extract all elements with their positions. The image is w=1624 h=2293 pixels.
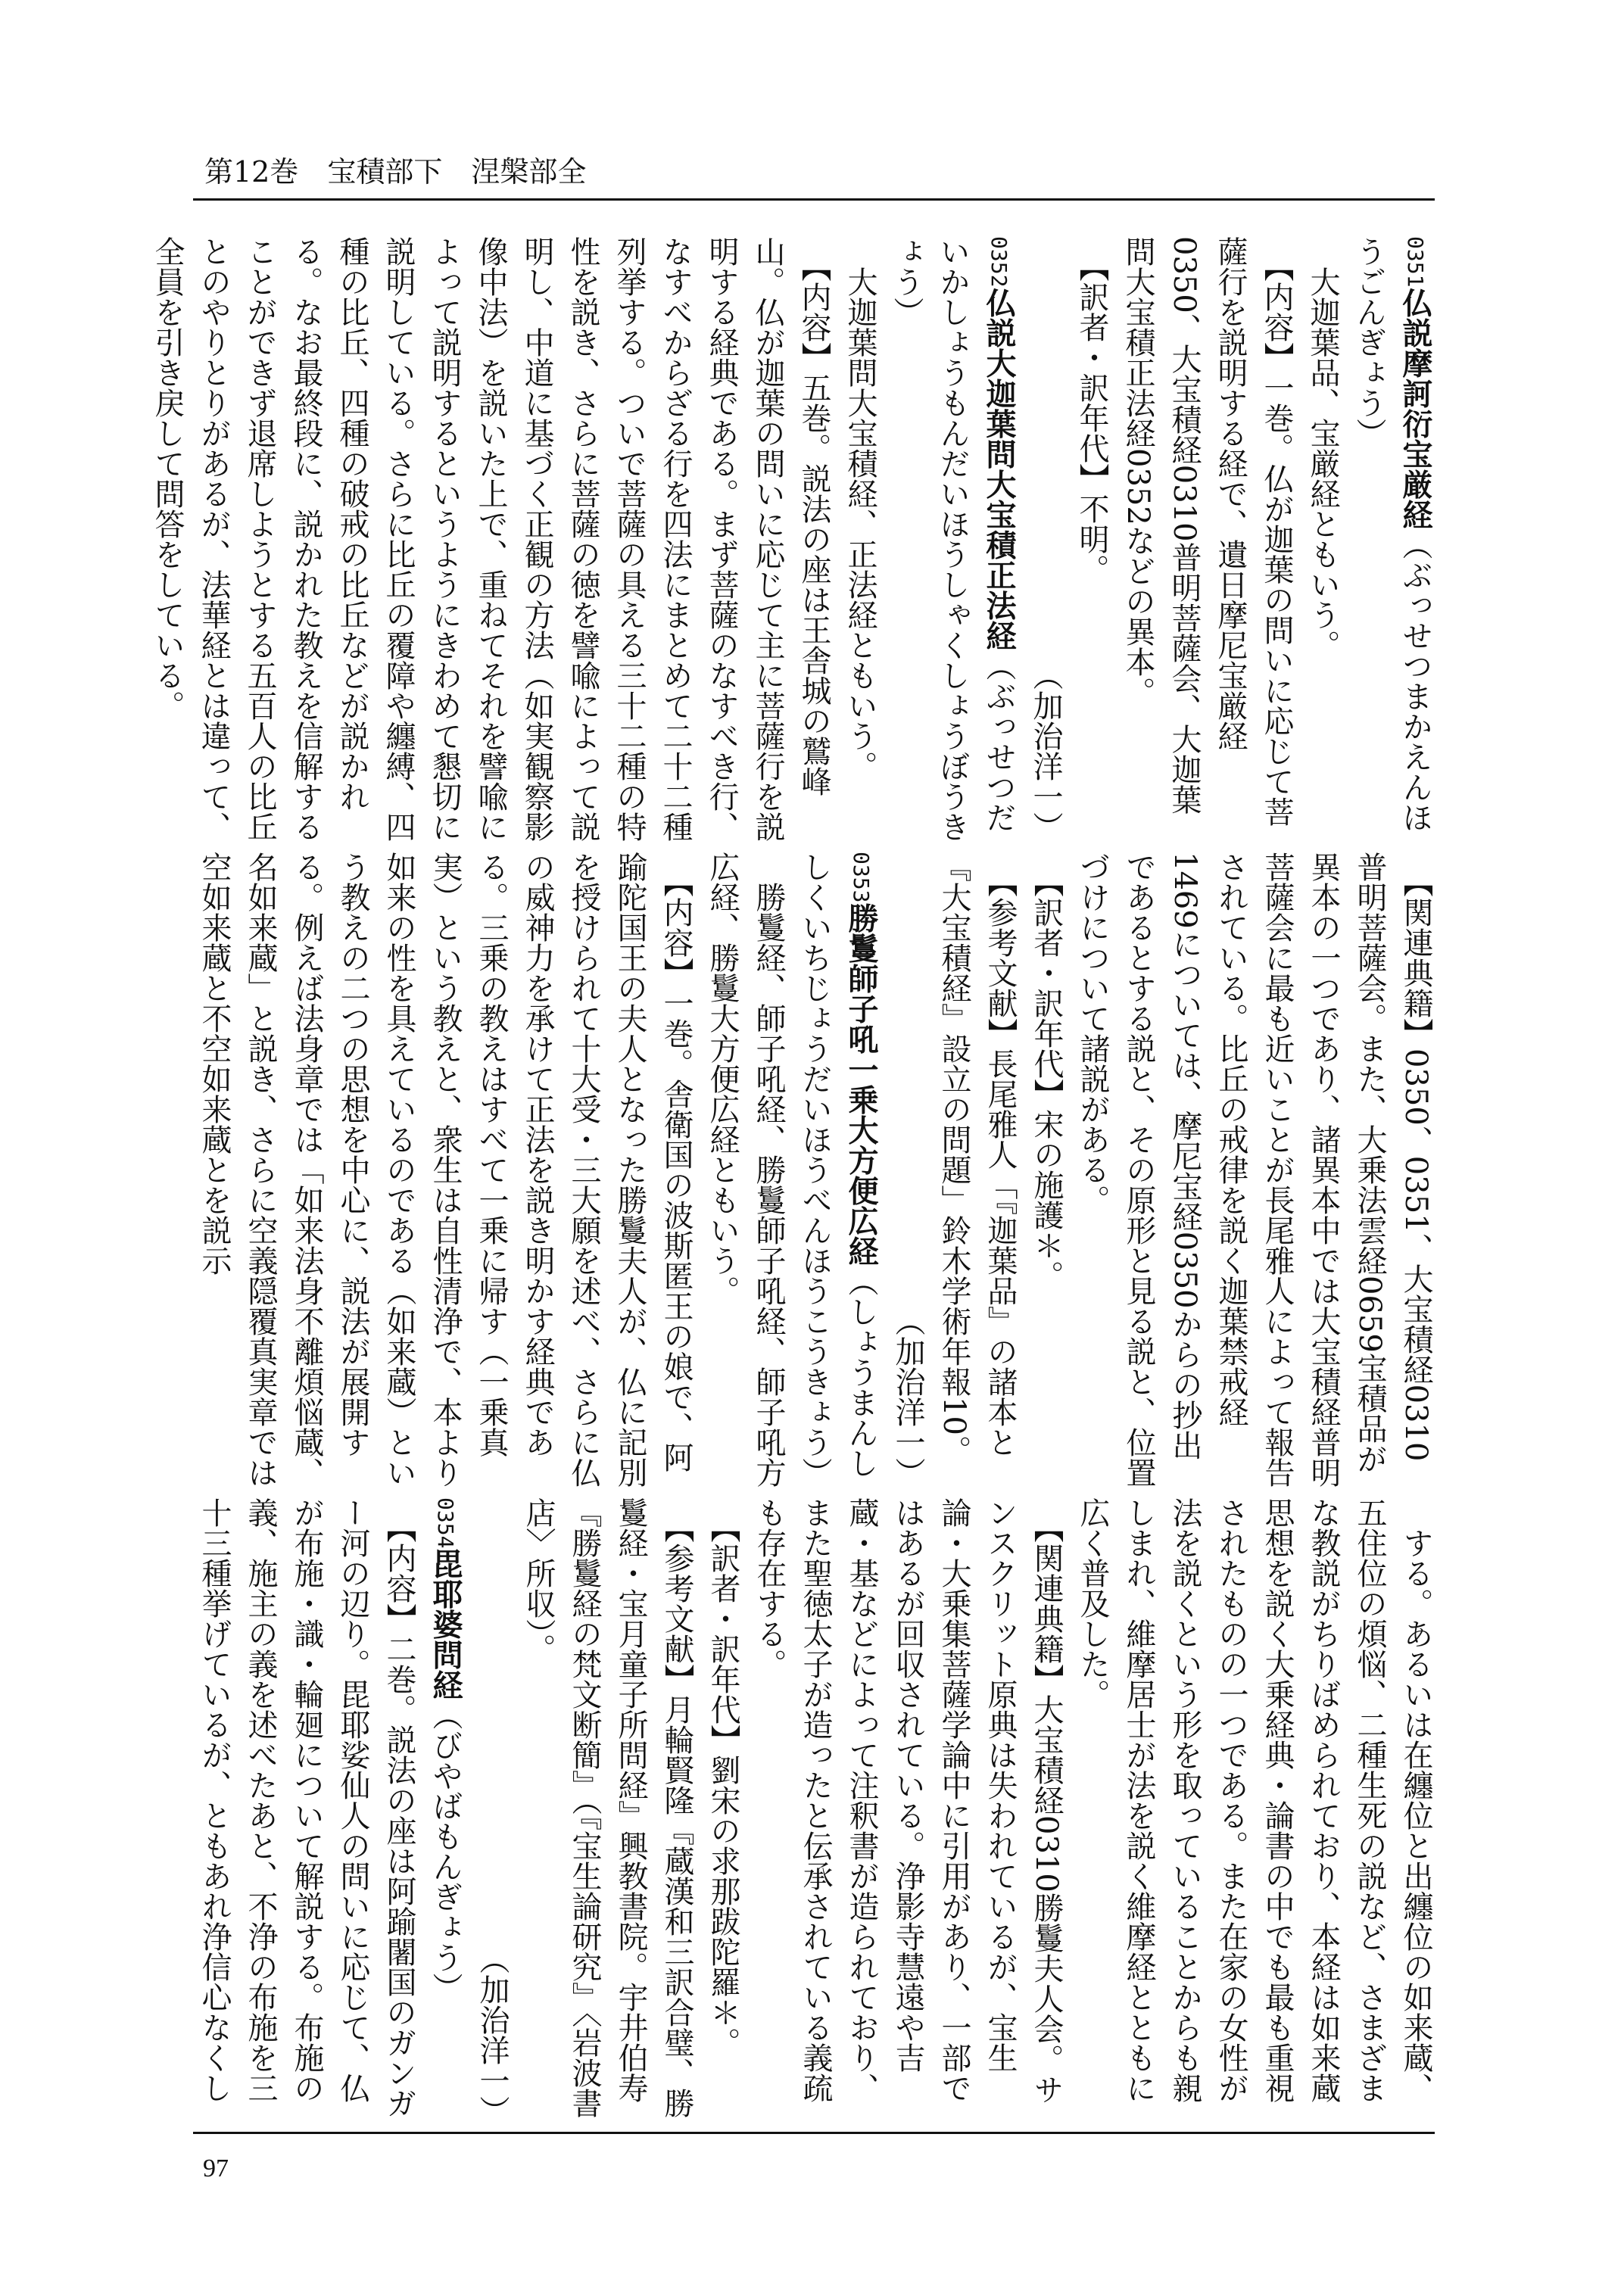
paragraph: 【訳者・訳年代】不明。: [1074, 236, 1109, 584]
entry-heading: [1345, 236, 1439, 842]
paragraph: 【内容】五巻。説法の座は王舎城の鷲峰山。仏が迦葉の問いに応じて主に菩薩行を説明する経典である。まず菩薩のなすべき行、なすべからざる行を四法にまとめて二十二種列挙する。ついで菩薩の具える三十二種の特性を説き、さらに菩薩の徳を譬喩によって説明し、中道に基づく正観の方法（如実観察影像中法）を説いた上で、重ねてそれを譬喩によって説明するというようにきわめて懇切に説明している。さらに比丘の覆障や纏縛、四種の比丘、四種の破戒の比丘などが説かれる。なお最終段に、説かれた教えを信解することができず退席しようとする五百人の比丘とのやりとりがあるが、法華経とは違って、全員を引き戻して問答をしている。: [150, 236, 831, 842]
running-header: 第12巻 宝積部下 涅槃部全: [204, 155, 587, 188]
tier-1-text: [144, 236, 1439, 842]
entry-heading: [883, 236, 1022, 842]
entry-number: 0351: [1403, 236, 1428, 288]
paragraph: 【訳者・訳年代】劉宋の求那跋陀羅＊。: [706, 1497, 740, 2058]
paragraph: 勝鬘経、師子吼経、勝鬘師子吼経、師子吼方広経、勝鬘大方便広経ともいう。: [705, 852, 786, 1488]
entry-reading: （ぶっせつまかえんほうごんぎょう）: [1351, 236, 1432, 833]
paragraph: 【訳者・訳年代】宋の施護＊。: [1029, 852, 1064, 1291]
footer-rule: [193, 2132, 1435, 2134]
paragraph: 【参考文献】月輪賢隆『蔵漢和三訳合璧、勝鬘経・宝月童子所問経』興教書院。宇井伯寿『勝鬘経の梵文断簡』（『宝生論研究』〈岩波書店〉所収）。: [521, 1497, 694, 2118]
entry-title: 毘耶婆問経: [428, 1548, 463, 1700]
paragraph: 大迦葉問大宝積経、正法経ともいう。: [843, 236, 877, 781]
paragraph: 【関連典籍】0350、0351、大宝積経0310普明菩薩会。また、大乗法雲経0659宝積品が異本の一つであり、諸異本中では大宝積経普明菩薩会に最も近いことが長尾雅人によって報告されている。比丘の戒律を説く迦葉禁戒経1469については、摩尼宝経0350からの抄出であるとする説と、その原形と見る説と、位置づけについて諸説がある。: [1075, 852, 1433, 1488]
entry-heading: [422, 1497, 469, 2126]
entry-number: 0353: [849, 852, 874, 903]
tier-2: [197, 852, 1439, 1488]
paragraph: 【内容】一巻。舎衛国の波斯匿王の娘で、阿踰陀国王の夫人となった勝鬘夫人が、仏に記別を授けられて十大受・三大願を述べ、さらに仏の威神力を承けて正法を説き明かす経典である。三乗の教えはすべて一乗に帰す（一乗真実）という教えと、衆生は自性清浄で、本より如来の性を具えているのである（如来蔵）という教えの二つの思想を中心に、説法が展開する。例えば法身章では「如来法身不離煩悩蔵、名如来蔵」と説き、さらに空義隠覆真実章では空如来蔵と不空如来蔵とを説示: [197, 852, 694, 1488]
entry-heading: [791, 852, 884, 1488]
entry-reading: （びやばもんぎょう）: [428, 1699, 463, 2003]
paragraph: 【関連典籍】大宝積経0310勝鬘夫人会。サンスクリット原典は失われているが、宝生論・大乗集菩薩学論中に引用があり、一部ではあるが回収されている。浄影寺慧遠や吉蔵・基などによって注釈書が造られており、また聖徳太子が造ったと伝承されている義疏も存在する。: [752, 1497, 1064, 2105]
entry-title: 仏説大迦葉問大宝積正法経: [981, 287, 1016, 651]
paragraph: 【参考文献】長尾雅人「『迦葉品』の諸本と『大宝積経』設立の問題」鈴木学術年報10。: [937, 852, 1018, 1466]
entry-title: 仏説摩訶衍宝厳経: [1398, 287, 1432, 530]
entry-number: 0352: [987, 236, 1011, 288]
entry-reading: （しょうまんししくいちじょうだいほうべんほうこうきょう）: [797, 852, 878, 1488]
tier-3: [197, 1497, 1439, 2126]
paragraph: する。あるいは在纏位と出纏位の如来蔵、五住位の煩悩、二種生死の説など、さまざまな教説がちりばめられており、本経は如来蔵思想を説く大乗経典・論書の中でも最も重視されたものの一つである。また在家の女性が法を説くという形を取っていることからも親しまれ、維摩居士が法を説く維摩経とともに広く普及した。: [1075, 1497, 1433, 2103]
author-signature: （加治洋一）: [475, 1944, 510, 2126]
tier-3-text: [191, 1497, 1439, 2126]
header-rule: [193, 198, 1435, 201]
paragraph: 【内容】二巻。説法の座は阿踰闍国のガンガー河の辺り。毘耶娑仙人の問いに応じて、仏が布施・識・輪廻について解説する。布施の義、施主の義を述べたあと、不浄の布施を三十三種挙げているが、ともあれ浄信心なくし: [197, 1497, 416, 2118]
entry-number: 0354: [433, 1497, 458, 1549]
entry-title: 勝鬘師子吼一乗大方便広経: [843, 902, 878, 1266]
tier-1: [150, 236, 1439, 842]
paragraph: 大迦葉品、宝厳経ともいう。: [1305, 236, 1340, 660]
entry-reading: （ぶっせつだいかしょうもんだいほうしゃくしょうぼうきょう）: [889, 236, 1016, 842]
author-signature: （加治洋一）: [890, 1306, 925, 1488]
page-number: 97: [203, 2154, 229, 2182]
paragraph: 【内容】一巻。仏が迦葉の問いに応じて菩薩行を説明する経で、遺日摩尼宝厳経0350、大宝積経0310普明菩薩会、大迦葉問大宝積正法経0352などの異本。: [1121, 236, 1294, 827]
author-signature: （加治洋一）: [1028, 660, 1063, 842]
tier-2-text: [191, 852, 1439, 1488]
